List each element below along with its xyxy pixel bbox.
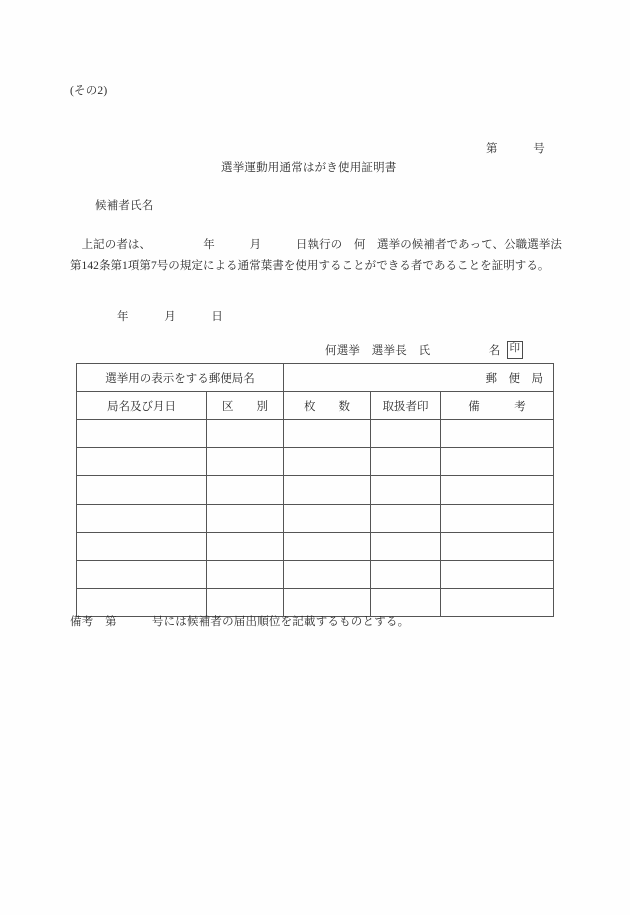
signature-line — [325, 341, 523, 359]
cell-quantity[interactable] — [284, 532, 371, 560]
cell-quantity[interactable] — [284, 504, 371, 532]
cell-office-name-date[interactable] — [77, 420, 207, 448]
table-row — [77, 420, 554, 448]
cell-remarks[interactable] — [441, 504, 554, 532]
cell-remarks[interactable] — [441, 448, 554, 476]
column-header-category: 区 別 — [207, 392, 284, 420]
column-header-quantity: 枚 数 — [284, 392, 371, 420]
cell-category[interactable] — [207, 420, 284, 448]
cell-handler-seal[interactable] — [371, 560, 441, 588]
cell-handler-seal[interactable] — [371, 532, 441, 560]
cell-office-name-date[interactable] — [77, 476, 207, 504]
cell-quantity[interactable] — [284, 420, 371, 448]
table-row — [77, 504, 554, 532]
cell-category[interactable] — [207, 448, 284, 476]
table-header-row-2 — [77, 392, 554, 420]
cell-office-name-date[interactable] — [77, 532, 207, 560]
table-row — [77, 532, 554, 560]
table-row — [77, 476, 554, 504]
form-part-label: (その2) — [70, 85, 108, 97]
cell-remarks[interactable] — [441, 420, 554, 448]
table-row — [77, 448, 554, 476]
cell-remarks[interactable] — [441, 560, 554, 588]
cell-quantity[interactable] — [284, 448, 371, 476]
cell-category[interactable] — [207, 532, 284, 560]
postal-usage-table — [76, 363, 554, 617]
seal-stamp-icon: 印 — [507, 341, 524, 359]
header-post-office: 郵 便 局 — [284, 364, 554, 392]
table-row — [77, 560, 554, 588]
cell-handler-seal[interactable] — [371, 420, 441, 448]
column-header-handler-seal: 取扱者印 — [371, 392, 441, 420]
cell-remarks[interactable] — [441, 589, 554, 617]
cell-handler-seal[interactable] — [371, 448, 441, 476]
cell-remarks[interactable] — [441, 532, 554, 560]
page-title: 選挙運動用通常はがき使用証明書 — [221, 162, 397, 174]
cell-office-name-date[interactable] — [77, 504, 207, 532]
header-post-office-display-name: 選挙用の表示をする郵便局名 — [77, 364, 284, 392]
cell-category[interactable] — [207, 504, 284, 532]
document-number-field: 第 号 — [486, 143, 545, 155]
table-header-row-1 — [77, 364, 554, 392]
date-line: 年 月 日 — [117, 311, 224, 323]
cell-office-name-date[interactable] — [77, 448, 207, 476]
cell-handler-seal[interactable] — [371, 504, 441, 532]
column-header-remarks: 備 考 — [441, 392, 554, 420]
cell-quantity[interactable] — [284, 476, 371, 504]
cell-remarks[interactable] — [441, 476, 554, 504]
certification-body-text: 上記の者は、 年 月 日執行の 何 選挙の候補者であって、公職選挙法第142条第1項第7号の規定による通常葉書を使用することができる者であることを証明する。 — [70, 239, 562, 272]
candidate-name-label: 候補者氏名 — [95, 200, 154, 212]
footer-note: 備考 第 号には候補者の届出順位を記載するものとする。 — [70, 616, 410, 628]
table-body — [77, 364, 554, 617]
cell-office-name-date[interactable] — [77, 560, 207, 588]
cell-quantity[interactable] — [284, 560, 371, 588]
cell-handler-seal[interactable] — [371, 476, 441, 504]
cell-category[interactable] — [207, 476, 284, 504]
election-chief-label: 何選挙 選挙長 氏 名 — [325, 344, 501, 357]
column-header-office-name-date: 局名及び月日 — [77, 392, 207, 420]
cell-category[interactable] — [207, 560, 284, 588]
